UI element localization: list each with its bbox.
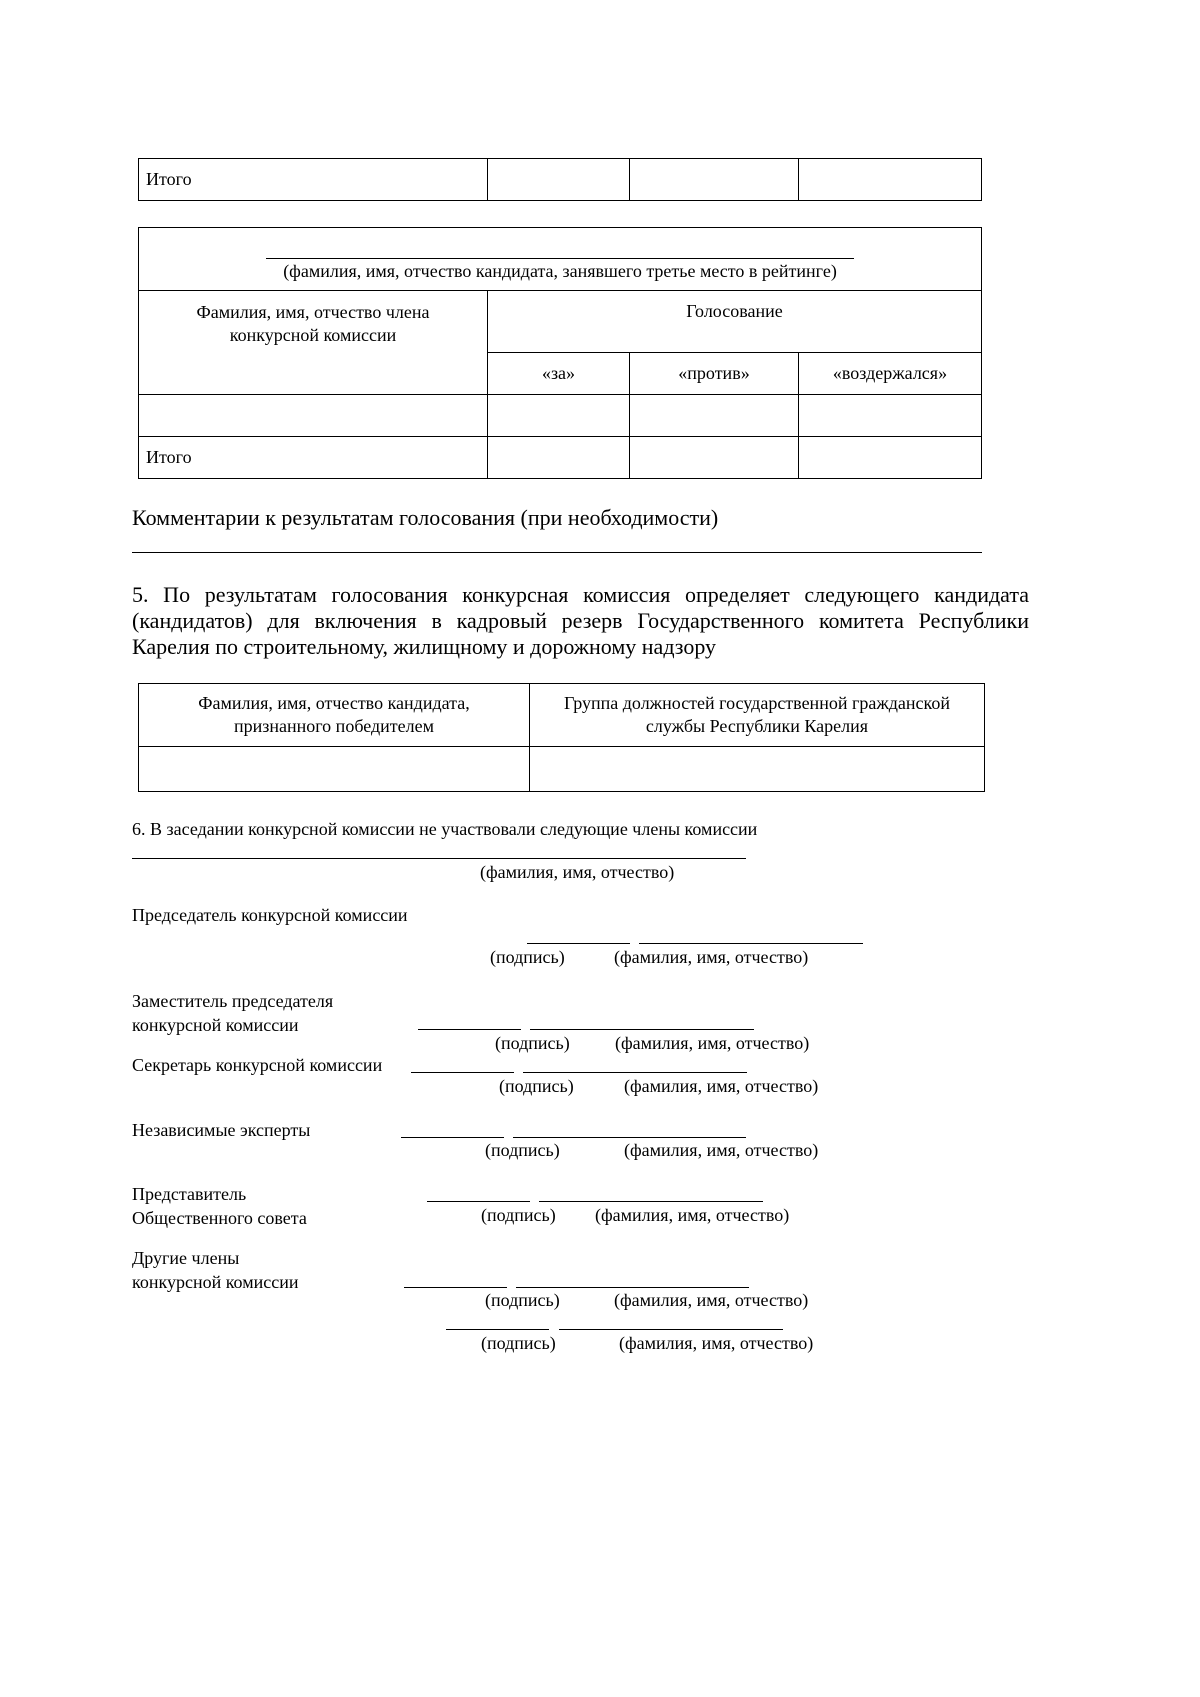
member-header: Фамилия, имя, отчество члена конкурсной комиссии (139, 291, 488, 395)
other-members-label: Другие члены конкурсной комиссии (132, 1248, 299, 1292)
vote-against-header: «против» (630, 353, 799, 395)
experts-name-line[interactable] (513, 1137, 746, 1138)
vote-for-header: «за» (488, 353, 630, 395)
deputy-signature-line[interactable] (418, 1029, 521, 1030)
total-against-cell[interactable] (630, 159, 799, 201)
total-label: Итого (139, 159, 488, 201)
section6-text: 6. В заседании конкурсной комиссии не участвовали следующие члены комиссии (132, 819, 758, 839)
candidate-name-line (266, 258, 854, 259)
public-council-sign-caption: (подпись) (481, 1205, 556, 1225)
third-total-against-cell[interactable] (630, 437, 799, 479)
voting-header: Голосование (488, 291, 982, 353)
member-against-cell[interactable] (630, 395, 799, 437)
position-group-cell[interactable] (530, 747, 985, 792)
total-for-cell[interactable] (488, 159, 630, 201)
experts-sign-caption: (подпись) (485, 1140, 560, 1160)
public-council-signature-line[interactable] (427, 1201, 530, 1202)
table-third-place (138, 227, 982, 479)
total-abstain-cell[interactable] (799, 159, 982, 201)
chairman-name-line[interactable] (639, 943, 863, 944)
section5-text: 5. По результатам голосования конкурсная комиссия определяет следующего кандидата (кандидатов) для включения в кадровый резерв Государственного комитета Республики Карелия по строительному, жилищному и дорожному надзору (132, 582, 1029, 659)
third-total-label: Итого (139, 437, 488, 479)
secretary-sign-caption: (подпись) (499, 1076, 574, 1096)
experts-label: Независимые эксперты (132, 1120, 311, 1140)
deputy-name-line[interactable] (530, 1029, 754, 1030)
absent-members-line[interactable] (132, 858, 746, 859)
secretary-name-line[interactable] (523, 1072, 747, 1073)
vote-abstain-header: «воздержался» (799, 353, 982, 395)
candidate-caption: (фамилия, имя, отчество кандидата, занявшего третье место в рейтинге) (283, 261, 837, 281)
winner-name-header: Фамилия, имя, отчество кандидата, признанного победителем (139, 684, 530, 747)
other-members-name-caption-1: (фамилия, имя, отчество) (614, 1290, 809, 1310)
other-members-name-caption-2: (фамилия, имя, отчество) (619, 1333, 814, 1353)
third-total-for-cell[interactable] (488, 437, 630, 479)
other-members-name-line-1[interactable] (516, 1287, 749, 1288)
public-council-name-caption: (фамилия, имя, отчество) (595, 1205, 790, 1225)
experts-signature-line[interactable] (401, 1137, 504, 1138)
absent-members-caption: (фамилия, имя, отчество) (480, 862, 675, 882)
other-members-signature-line-2[interactable] (446, 1329, 549, 1330)
comments-label: Комментарии к результатам голосования (при необходимости) (132, 505, 719, 530)
third-total-abstain-cell[interactable] (799, 437, 982, 479)
member-abstain-cell[interactable] (799, 395, 982, 437)
chairman-name-caption: (фамилия, имя, отчество) (614, 947, 809, 967)
chairman-label: Председатель конкурсной комиссии (132, 905, 408, 925)
comments-line[interactable] (132, 552, 982, 553)
secretary-label: Секретарь конкурсной комиссии (132, 1055, 383, 1075)
other-members-name-line-2[interactable] (559, 1329, 783, 1330)
member-name-cell[interactable] (139, 395, 488, 437)
table-top-total (138, 158, 982, 201)
position-group-header: Группа должностей государственной гражданской службы Республики Карелия (530, 684, 985, 747)
member-for-cell[interactable] (488, 395, 630, 437)
public-council-name-line[interactable] (539, 1201, 763, 1202)
deputy-label: Заместитель председателя конкурсной комиссии (132, 991, 334, 1035)
candidate-name-cell[interactable] (139, 228, 982, 291)
deputy-sign-caption: (подпись) (495, 1033, 570, 1053)
experts-name-caption: (фамилия, имя, отчество) (624, 1140, 819, 1160)
chairman-sign-caption: (подпись) (490, 947, 565, 967)
public-council-label: Представитель Общественного совета (132, 1184, 307, 1228)
deputy-name-caption: (фамилия, имя, отчество) (615, 1033, 810, 1053)
table-winners (138, 683, 985, 792)
other-members-signature-line-1[interactable] (404, 1287, 507, 1288)
other-members-sign-caption-2: (подпись) (481, 1333, 556, 1353)
winner-name-cell[interactable] (139, 747, 530, 792)
secretary-name-caption: (фамилия, имя, отчество) (624, 1076, 819, 1096)
secretary-signature-line[interactable] (411, 1072, 514, 1073)
other-members-sign-caption-1: (подпись) (485, 1290, 560, 1310)
chairman-signature-line[interactable] (527, 943, 630, 944)
